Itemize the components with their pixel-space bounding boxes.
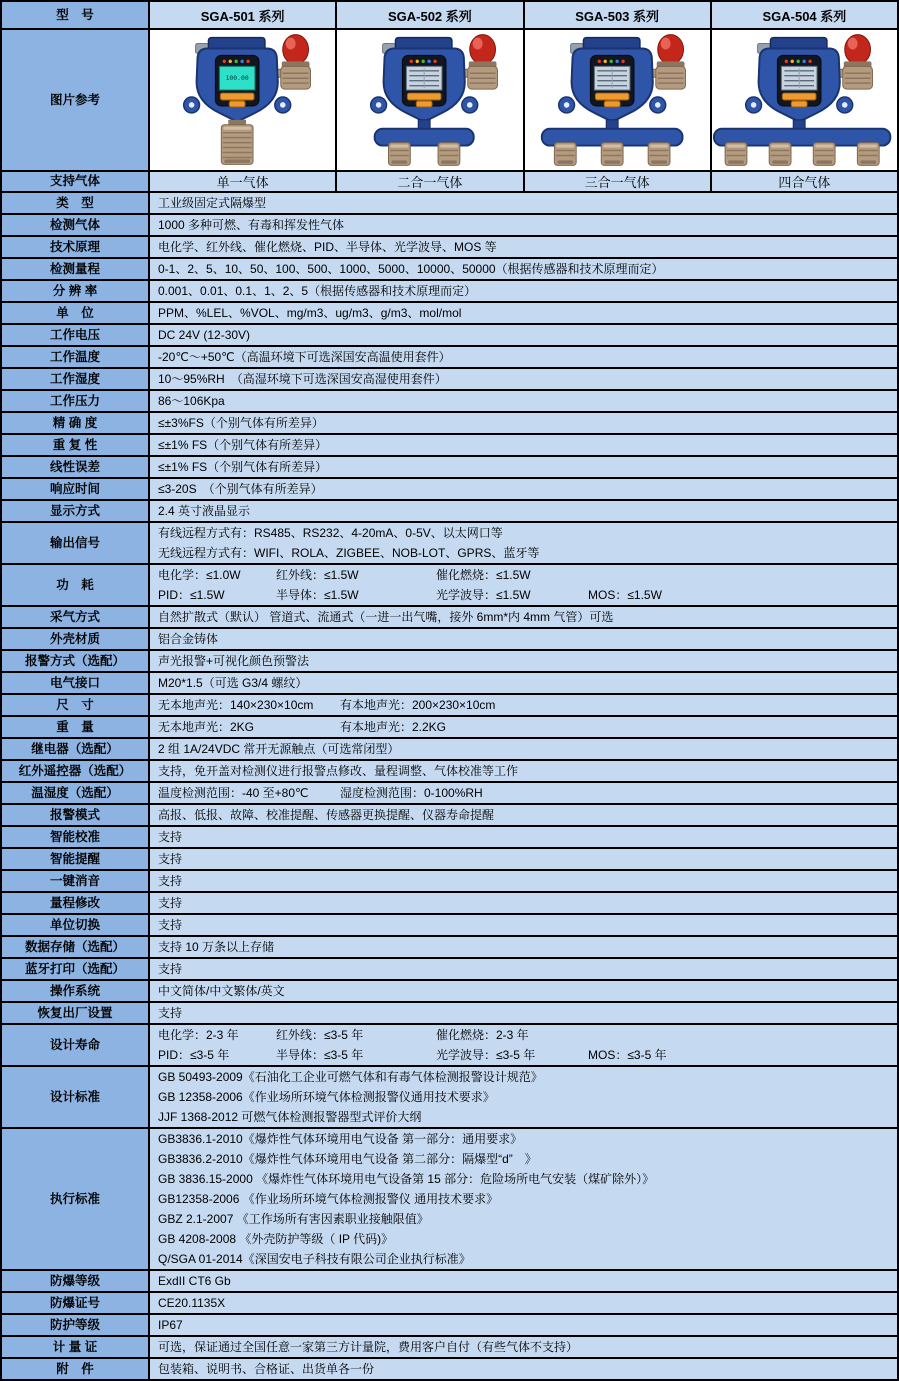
spec-row [2, 1271, 897, 1293]
spec-value-line: 2 组 1A/24VDC 常开无源触点（可选常闭型） [158, 742, 400, 756]
spec-row-value [150, 565, 897, 605]
spec-row-label: 执行标准 [2, 1129, 150, 1269]
spec-row-label: 温湿度（选配） [2, 783, 150, 803]
gas-type-sga-503: 三合一气体 [525, 172, 712, 191]
spec-row [2, 783, 897, 805]
spec-row [2, 215, 897, 237]
spec-row-value [150, 1003, 897, 1023]
spec-row-value [150, 607, 897, 627]
spec-value-line: 包装箱、说明书、合格证、出货单各一份 [158, 1362, 375, 1376]
spec-row [2, 1337, 897, 1359]
spec-row-label: 输出信号 [2, 523, 150, 563]
spec-row-label: 设计寿命 [2, 1025, 150, 1065]
spec-row-label: 数据存储（选配） [2, 937, 150, 957]
spec-row-value [150, 259, 897, 279]
sensor-cylinder [438, 143, 460, 166]
spec-value-segment: PID：≤1.5W [158, 588, 225, 602]
spec-value-line: ≤3-20S （个别气体有所差异） [158, 482, 323, 496]
spec-row-value [150, 695, 897, 715]
spec-row-label: 继电器（选配） [2, 739, 150, 759]
device-image-sga-504 [712, 30, 897, 170]
spec-row-label: 防护等级 [2, 1315, 150, 1335]
spec-row [2, 739, 897, 761]
spec-row-label: 线性误差 [2, 457, 150, 477]
spec-row-label: 计 量 证 [2, 1337, 150, 1357]
spec-row-label: 单 位 [2, 303, 150, 323]
spec-value-line: 支持 [158, 962, 183, 976]
spec-row [2, 1129, 897, 1271]
spec-row-value [150, 893, 897, 913]
spec-row-label: 分 辨 率 [2, 281, 150, 301]
spec-row-label: 防爆证号 [2, 1293, 150, 1313]
spec-row-label: 红外遥控器（选配） [2, 761, 150, 781]
sensor-cylinder [813, 143, 835, 166]
spec-row-value [150, 849, 897, 869]
spec-row-value [150, 303, 897, 323]
spec-row-value [150, 673, 897, 693]
spec-value-line: ≤±3%FS（个别气体有所差异） [158, 416, 324, 430]
spec-value-segment: 电化学：2-3 年 [158, 1028, 239, 1042]
spec-row-value [150, 1067, 897, 1127]
spec-row-label: 功 耗 [2, 565, 150, 605]
sensor-cylinder [769, 143, 791, 166]
device-image-sga-503 [525, 30, 712, 170]
spec-row [2, 981, 897, 1003]
spec-value-line: GB 3836.15-2000 《爆炸性气体环境用电气设备第 15 部分：危险场所电气安装（煤矿除外）》 [158, 1172, 655, 1186]
spec-value-line: GB 12358-2006《作业场所环境气体检测报警仪通用技术要求》 [158, 1090, 495, 1104]
spec-row-label: 采气方式 [2, 607, 150, 627]
spec-row-value [150, 827, 897, 847]
spec-value-line: 支持 [158, 1006, 183, 1020]
spec-row [2, 259, 897, 281]
spec-row [2, 193, 897, 215]
spec-row [2, 915, 897, 937]
spec-row-value [150, 959, 897, 979]
spec-value-line: Q/SGA 01-2014《深国安电子科技有限公司企业执行标准》 [158, 1252, 471, 1266]
spec-value-line: 自然扩散式（默认） 管道式、流通式（一进一出气嘴，接外 6mm*内 4mm 气管）可选 [158, 610, 614, 624]
spec-row [2, 501, 897, 523]
model-name-sga-504: SGA-504 系列 [712, 2, 897, 28]
spec-row-label: 设计标准 [2, 1067, 150, 1127]
spec-value-line: 支持，免开盖对检测仪进行报警点修改、量程调整、气体校准等工作 [158, 764, 519, 778]
spec-value-segment: 催化燃烧：≤1.5W [436, 568, 531, 582]
spec-value-line: 10～95%RH （高湿环境下可选深国安高湿使用套件） [158, 372, 447, 386]
sensor-cylinder [601, 143, 623, 166]
spec-row-label: 响应时间 [2, 479, 150, 499]
spec-row [2, 237, 897, 259]
spec-row-value [150, 1129, 897, 1269]
spec-value-line: 工业级固定式隔爆型 [158, 196, 267, 210]
spec-value-line: GB12358-2006 《作业场所环境气体检测报警仪 通用技术要求》 [158, 1192, 499, 1206]
spec-row [2, 1003, 897, 1025]
model-name-sga-503: SGA-503 系列 [525, 2, 712, 28]
spec-row [2, 761, 897, 783]
spec-value-segment: 半导体：≤1.5W [276, 588, 359, 602]
spec-row [2, 871, 897, 893]
spec-row [2, 369, 897, 391]
spec-value-line: 中文简体/中文繁体/英文 [158, 984, 285, 998]
device-image-sga-502 [337, 30, 524, 170]
spec-value-line: 支持 [158, 918, 183, 932]
model-header-label: 型 号 [2, 2, 150, 28]
spec-value-line: DC 24V (12-30V) [158, 328, 251, 342]
spec-value-segment: 催化燃烧：2-3 年 [436, 1028, 529, 1042]
spec-row-value [150, 937, 897, 957]
model-name-sga-502: SGA-502 系列 [337, 2, 524, 28]
spec-value-segment: 红外线：≤1.5W [276, 568, 359, 582]
spec-row-value [150, 457, 897, 477]
spec-value-line: 1000 多种可燃、有毒和挥发性气体 [158, 218, 345, 232]
spec-row-label: 技术原理 [2, 237, 150, 257]
spec-row-label: 防爆等级 [2, 1271, 150, 1291]
spec-value-line: 支持 [158, 874, 183, 888]
spec-value-line: ExdII CT6 Gb [158, 1274, 231, 1288]
spec-value-line: IP67 [158, 1318, 183, 1332]
spec-value-line: 支持 [158, 852, 183, 866]
spec-row-value [150, 629, 897, 649]
spec-value-line: 高报、低报、故障、校准提醒、传感器更换提醒、仪器寿命提醒 [158, 808, 495, 822]
spec-row-label: 蓝牙打印（选配） [2, 959, 150, 979]
spec-value-line: 声光报警+可视化颜色预警法 [158, 654, 310, 668]
spec-row-label: 检测气体 [2, 215, 150, 235]
spec-row-value [150, 281, 897, 301]
spec-row-value [150, 435, 897, 455]
spec-row [2, 1315, 897, 1337]
spec-row-value [150, 651, 897, 671]
spec-row-value [150, 739, 897, 759]
spec-row-value [150, 413, 897, 433]
spec-row [2, 281, 897, 303]
image-row-label: 图片参考 [2, 30, 150, 170]
sensor-cylinder [221, 125, 253, 165]
spec-value-line: GB 4208-2008 《外壳防护等级（ IP 代码)》 [158, 1232, 394, 1246]
spec-value-line: 86～106Kpa [158, 394, 225, 408]
spec-row [2, 673, 897, 695]
spec-value-line: GB 50493-2009《石油化工企业可燃气体和有毒气体检测报警设计规范》 [158, 1070, 543, 1084]
spec-row-label: 操作系统 [2, 981, 150, 1001]
spec-value-segment: 电化学：≤1.0W [158, 568, 241, 582]
spec-row-value [150, 783, 897, 803]
spec-value-segment: PID：≤3-5 年 [158, 1048, 230, 1062]
spec-row [2, 849, 897, 871]
spec-value-line: 铝合金铸体 [158, 632, 219, 646]
spec-value-segment: 光学波导：≤3-5 年 [436, 1048, 536, 1062]
spec-value-line: 0-1、2、5、10、50、100、500、1000、5000、10000、50000（根据传感器和技术原理而定） [158, 262, 664, 276]
spec-row [2, 937, 897, 959]
spec-row-label: 工作湿度 [2, 369, 150, 389]
spec-value-line: ≤±1% FS（个别气体有所差异） [158, 460, 328, 474]
spec-value-segment: MOS：≤1.5W [588, 588, 662, 602]
device-buttons [220, 93, 254, 100]
spec-value-line: GBZ 2.1-2007 《工作场所有害因素职业接触限值》 [158, 1212, 429, 1226]
spec-row-value [150, 237, 897, 257]
spec-value-segment: 有本地声光：2.2KG [340, 720, 447, 734]
spec-row-value [150, 523, 897, 563]
spec-row [2, 629, 897, 651]
spec-value-segment: MOS：≤3-5 年 [588, 1048, 667, 1062]
spec-value-line: 支持 [158, 896, 183, 910]
spec-row-label: 一键消音 [2, 871, 150, 891]
spec-value-line: JJF 1368-2012 可燃气体检测报警器型式评价大纲 [158, 1110, 422, 1124]
spec-row-label: 外壳材质 [2, 629, 150, 649]
spec-row-label: 报警模式 [2, 805, 150, 825]
spec-row [2, 1359, 897, 1379]
spec-row-value [150, 369, 897, 389]
spec-row-value [150, 1025, 897, 1065]
spec-value-segment: 红外线：≤3-5 年 [276, 1028, 364, 1042]
spec-row-value [150, 915, 897, 935]
spec-value-line: 无线远程方式有：WIFI、ROLA、ZIGBEE、NOB-LOT、GPRS、蓝牙等 [158, 546, 540, 560]
spec-value-segment: 半导体：≤3-5 年 [276, 1048, 364, 1062]
spec-value-line: 可选，保证通过全国任意一家第三方计量院，费用客户自付（有些气体不支持） [158, 1340, 579, 1354]
spec-row-label: 智能提醒 [2, 849, 150, 869]
spec-value-line: GB3836.1-2010《爆炸性气体环境用电气设备 第一部分：通用要求》 [158, 1132, 523, 1146]
spec-row-label: 尺 寸 [2, 695, 150, 715]
device-buttons [782, 93, 816, 100]
spec-row-label: 类 型 [2, 193, 150, 213]
spec-value-line: 2.4 英寸液晶显示 [158, 504, 251, 518]
spec-row [2, 959, 897, 981]
spec-row-value [150, 325, 897, 345]
device-image-sga-501 [150, 30, 337, 170]
spec-row-value [150, 479, 897, 499]
spec-row [2, 893, 897, 915]
spec-row-label: 电气接口 [2, 673, 150, 693]
gas-type-sga-504: 四合气体 [712, 172, 897, 191]
spec-row-label: 单位切换 [2, 915, 150, 935]
spec-row-label: 智能校准 [2, 827, 150, 847]
sensor-cylinder [554, 143, 576, 166]
spec-row [2, 695, 897, 717]
spec-row-label: 量程修改 [2, 893, 150, 913]
spec-value-line: CE20.1135X [158, 1296, 226, 1310]
spec-row-label: 工作压力 [2, 391, 150, 411]
spec-row [2, 325, 897, 347]
spec-value-line: GB3836.2-2010《爆炸性气体环境用电气设备 第二部分：隔爆型“d” 》 [158, 1152, 537, 1166]
spec-row [2, 479, 897, 501]
spec-row-label: 工作电压 [2, 325, 150, 345]
spec-row [2, 457, 897, 479]
device-screen-value: 100.00 [225, 74, 249, 83]
spec-value-line: 0.001、0.01、0.1、1、2、5（根据传感器和技术原理而定） [158, 284, 477, 298]
device-buttons [408, 93, 442, 100]
spec-row [2, 565, 897, 607]
spec-row-value [150, 501, 897, 521]
spec-row-value [150, 1271, 897, 1291]
spec-value-line: PPM、%LEL、%VOL、mg/m3、ug/m3、g/m3、mol/mol [158, 306, 462, 320]
spec-value-line: 有线远程方式有：RS485、RS232、4-20mA、0-5V、以太网口等 [158, 526, 503, 540]
spec-value-line: M20*1.5（可选 G3/4 螺纹） [158, 676, 308, 690]
spec-row-label: 工作温度 [2, 347, 150, 367]
spec-row-label: 检测量程 [2, 259, 150, 279]
spec-value-segment: 有本地声光：200×230×10cm [340, 698, 496, 712]
spec-row-value [150, 981, 897, 1001]
spec-row [2, 303, 897, 325]
spec-row-value [150, 805, 897, 825]
gas-type-sga-501: 单一气体 [150, 172, 337, 191]
spec-value-line: ≤±1% FS（个别气体有所差异） [158, 438, 328, 452]
spec-row-label: 重 量 [2, 717, 150, 737]
spec-row [2, 347, 897, 369]
spec-value-line: 支持 10 万条以上存储 [158, 940, 275, 954]
spec-row [2, 413, 897, 435]
spec-value-segment: 湿度检测范围：0-100%RH [340, 786, 483, 800]
gas-row [2, 172, 897, 193]
spec-row-value [150, 1315, 897, 1335]
spec-row-label: 附 件 [2, 1359, 150, 1379]
spec-value-segment: 温度检测范围：-40 至+80℃ [158, 786, 309, 800]
spec-row [2, 435, 897, 457]
spec-row-value [150, 1337, 897, 1357]
header-row [2, 2, 897, 30]
sensor-cylinder [389, 143, 411, 166]
spec-row [2, 1025, 897, 1067]
gas-type-sga-502: 二合一气体 [337, 172, 524, 191]
spec-row-value [150, 1359, 897, 1379]
gas-row-label: 支持气体 [2, 172, 150, 191]
spec-value-line: -20℃～+50℃（高温环境下可选深国安高温使用套件） [158, 350, 451, 364]
spec-row-label: 报警方式（选配） [2, 651, 150, 671]
spec-value-segment: 无本地声光：2KG [158, 720, 255, 734]
spec-row [2, 805, 897, 827]
sensor-cylinder [857, 143, 879, 166]
spec-row-label: 恢复出厂设置 [2, 1003, 150, 1023]
spec-row-value [150, 215, 897, 235]
spec-value-segment: 光学波导：≤1.5W [436, 588, 531, 602]
spec-row-label: 重 复 性 [2, 435, 150, 455]
spec-row-value [150, 717, 897, 737]
spec-row-value [150, 347, 897, 367]
spec-row [2, 1293, 897, 1315]
spec-row [2, 391, 897, 413]
spec-value-segment: 无本地声光：140×230×10cm [158, 698, 314, 712]
spec-row-label: 显示方式 [2, 501, 150, 521]
spec-row-value [150, 761, 897, 781]
device-buttons [595, 93, 629, 100]
spec-row-value [150, 1293, 897, 1313]
spec-row [2, 717, 897, 739]
spec-row [2, 607, 897, 629]
sensor-cylinder [725, 143, 747, 166]
spec-row-label: 精 确 度 [2, 413, 150, 433]
spec-row [2, 523, 897, 565]
spec-row [2, 827, 897, 849]
spec-value-line: 电化学、红外线、催化燃烧、PID、半导体、光学波导、MOS 等 [158, 240, 497, 254]
spec-value-line: 支持 [158, 830, 183, 844]
spec-row-value [150, 391, 897, 411]
model-name-sga-501: SGA-501 系列 [150, 2, 337, 28]
sensor-cylinder [648, 143, 670, 166]
spec-row-value [150, 193, 897, 213]
spec-row [2, 651, 897, 673]
spec-row-value [150, 871, 897, 891]
spec-row [2, 1067, 897, 1129]
image-row [2, 30, 897, 172]
